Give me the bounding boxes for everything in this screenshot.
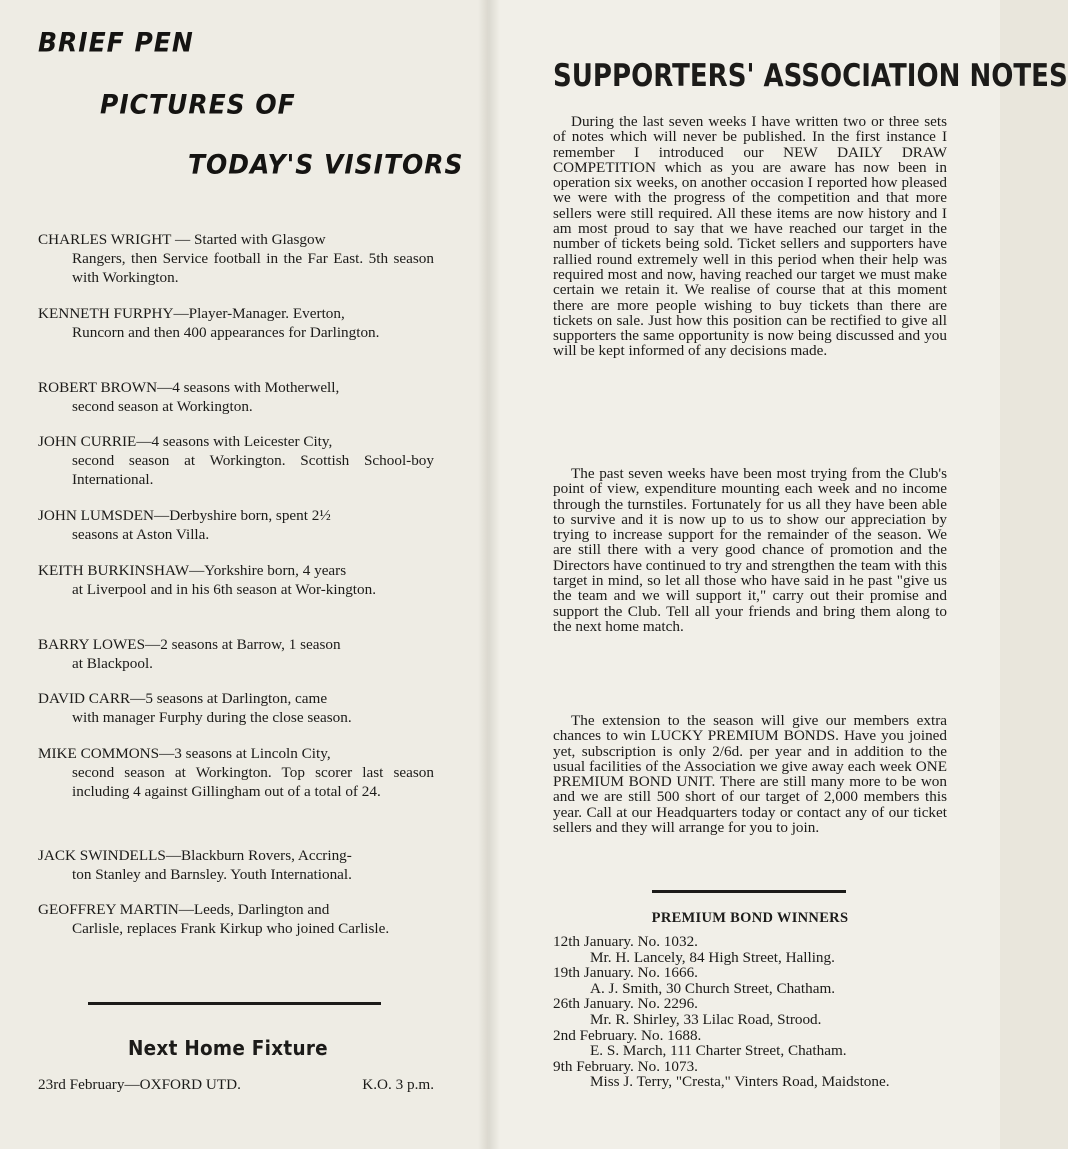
player-entry bbox=[38, 506, 434, 544]
winner-date: 9th February. No. 1073. bbox=[553, 1057, 698, 1075]
player-bio-first: 3 seasons at Lincoln City, bbox=[174, 745, 331, 762]
player-separator: — bbox=[157, 379, 173, 396]
player-bio-first: Player-Manager. Everton, bbox=[188, 305, 345, 322]
player-bio-first: 5 seasons at Darlington, came bbox=[145, 690, 328, 707]
player-entry bbox=[38, 304, 434, 342]
player-bio-first: Leeds, Darlington and bbox=[193, 901, 330, 918]
player-name: JACK SWINDELLS bbox=[38, 847, 166, 864]
player-entry bbox=[38, 846, 434, 884]
fixture-line bbox=[38, 1076, 434, 1094]
player-separator: — bbox=[165, 847, 182, 864]
player-bio-rest: second season at Workington. Scottish School-boy International. bbox=[72, 452, 434, 488]
notes-paragraph: The past seven weeks have been most trying from the Club's point of view, expenditure mounting each week and no income through the turnstiles. Fortunately for us all they have been able to survive and it is now up to us to show our appreciation by trying to increase support for the remainder of the season. We are still there with a very good chance of promotion and the Directors have continued to try and strengthen the team with this target in mind, so let all those who have said in he past "give us the team and we will support it," carry out their promise and support the Club. Tell all your friends and bring them along to the next home match. bbox=[553, 465, 947, 635]
player-entry bbox=[38, 635, 434, 673]
player-separator: — bbox=[173, 305, 189, 322]
fixture-date-opponent: 23rd February—OXFORD UTD. bbox=[38, 1076, 241, 1093]
player-separator: — bbox=[130, 690, 146, 707]
player-separator: — bbox=[178, 901, 194, 918]
player-bio-first: Yorkshire born, 4 years bbox=[204, 562, 347, 579]
player-entry bbox=[38, 432, 434, 489]
winners-list bbox=[553, 934, 947, 1090]
player-bio-rest: second season at Workington. Top scorer last season including 4 against Gillingham out of a total of 24. bbox=[72, 764, 434, 800]
player-name: CHARLES WRIGHT bbox=[38, 231, 172, 248]
winner-entry bbox=[553, 965, 947, 996]
player-entry bbox=[38, 744, 434, 801]
player-bio-rest: ton Stanley and Barnsley. Youth International. bbox=[72, 866, 352, 883]
player-bio-rest: seasons at Aston Villa. bbox=[72, 526, 210, 543]
player-bio-rest: Runcorn and then 400 appearances for Darlington. bbox=[72, 324, 380, 341]
winner-date: 2nd February. No. 1688. bbox=[553, 1026, 702, 1044]
player-name: JOHN CURRIE bbox=[38, 433, 137, 450]
winner-entry bbox=[553, 934, 947, 965]
supporters-notes-title: SUPPORTERS' ASSOCIATION NOTES bbox=[553, 58, 1068, 94]
player-separator: — bbox=[159, 745, 175, 762]
player-entry bbox=[38, 230, 434, 287]
player-name: GEOFFREY MARTIN bbox=[38, 901, 179, 918]
winner-date: 26th January. No. 2296. bbox=[553, 995, 698, 1013]
section-divider bbox=[88, 1002, 381, 1005]
player-separator: — bbox=[189, 562, 205, 579]
player-separator: — bbox=[145, 636, 161, 653]
player-bio-first: Blackburn Rovers, Accring- bbox=[181, 847, 352, 864]
notes-paragraph: The extension to the season will give our members extra chances to win LUCKY PREMIUM BONDS. Have you joined yet, subscription is only 2/6d. per year and in addition to the usual facilities of the Association we give away each week ONE PREMIUM BOND UNIT. There are still many more to be won and we are still 500 short of our target of 2,000 members this year. Call at our Headquarters today or contact any of our ticket sellers and they will arrange for you to join. bbox=[553, 712, 947, 837]
notes-paragraph: During the last seven weeks I have written two or three sets of notes which will never be published. In the first instance I remember I introduced our NEW DAILY DRAW COMPETITION which as you are aware has now been in operation six weeks, on another occasion I reported how pleased we were with the progress of the competition and that more sellers were still required. All these items are now history and I am most proud to say that we have reached our target in the number of tickets being sold. Ticket sellers and supporters have rallied round extremely well in this period when their help was required most and now, having reached our target we must make certain we retain it. We realise of course that at this moment there are more people wishing to buy tickets than there are tickets on sale. Just how this position can be rectified to give all supporters the same opportunity is now being discussed and you will be kept informed of any decisions made. bbox=[553, 113, 947, 360]
heading-line-3: TODAY'S VISITORS bbox=[188, 149, 464, 180]
winner-name: Mr. R. Shirley, 33 Lilac Road, Strood. bbox=[590, 1010, 822, 1028]
winner-entry bbox=[553, 1059, 947, 1090]
player-entry bbox=[38, 900, 434, 938]
player-name: DAVID CARR bbox=[38, 690, 131, 707]
player-bio-rest: second season at Workington. bbox=[72, 398, 253, 415]
player-name: KEITH BURKINSHAW bbox=[38, 562, 190, 579]
section-divider bbox=[652, 890, 846, 893]
player-bio-rest: Carlisle, replaces Frank Kirkup who joined Carlisle. bbox=[72, 920, 390, 937]
player-name: MIKE COMMONS bbox=[38, 745, 160, 762]
player-name: JOHN LUMSDEN bbox=[38, 507, 155, 524]
winner-name: Miss J. Terry, "Cresta," Vinters Road, Maidstone. bbox=[590, 1073, 890, 1091]
winner-name: A. J. Smith, 30 Church Street, Chatham. bbox=[590, 979, 836, 997]
player-bio-first: 2 seasons at Barrow, 1 season bbox=[160, 636, 341, 653]
player-entry bbox=[38, 689, 434, 727]
player-name: BARRY LOWES bbox=[38, 636, 146, 653]
winner-date: 19th January. No. 1666. bbox=[553, 964, 698, 982]
player-bio-rest: with manager Furphy during the close season. bbox=[72, 709, 352, 726]
winner-date: 12th January. No. 1032. bbox=[553, 933, 698, 950]
player-bio-rest: at Blackpool. bbox=[72, 655, 153, 672]
premium-bond-winners-heading: PREMIUM BOND WINNERS bbox=[651, 910, 849, 926]
winner-entry bbox=[553, 1028, 947, 1059]
winner-entry bbox=[553, 996, 947, 1027]
player-bio-first: Started with Glasgow bbox=[193, 231, 326, 248]
player-bio-first: 4 seasons with Motherwell, bbox=[172, 379, 340, 396]
player-bio-rest: at Liverpool and in his 6th season at Wor-kington. bbox=[72, 581, 377, 598]
player-bio-rest: Rangers, then Service football in the Far East. 5th season with Workington. bbox=[72, 250, 434, 286]
fixture-kickoff: K.O. 3 p.m. bbox=[362, 1076, 434, 1093]
player-entry bbox=[38, 561, 434, 599]
player-bio-first: Derbyshire born, spent 2½ bbox=[169, 507, 331, 524]
heading-line-1: BRIEF PEN bbox=[38, 27, 194, 58]
heading-line-2: PICTURES OF bbox=[100, 89, 296, 120]
next-fixture-heading: Next Home Fixture bbox=[128, 1036, 328, 1060]
player-separator: — bbox=[171, 231, 194, 248]
winner-name: Mr. H. Lancely, 84 High Street, Halling. bbox=[590, 948, 835, 966]
player-name: KENNETH FURPHY bbox=[38, 305, 174, 322]
page-gutter bbox=[478, 0, 500, 1149]
player-bio-first: 4 seasons with Leicester City, bbox=[151, 433, 333, 450]
left-page bbox=[0, 0, 488, 1149]
player-separator: — bbox=[136, 433, 152, 450]
player-entry bbox=[38, 378, 434, 416]
winner-name: E. S. March, 111 Charter Street, Chatham. bbox=[590, 1042, 847, 1060]
player-name: ROBERT BROWN bbox=[38, 379, 158, 396]
player-separator: — bbox=[154, 507, 170, 524]
